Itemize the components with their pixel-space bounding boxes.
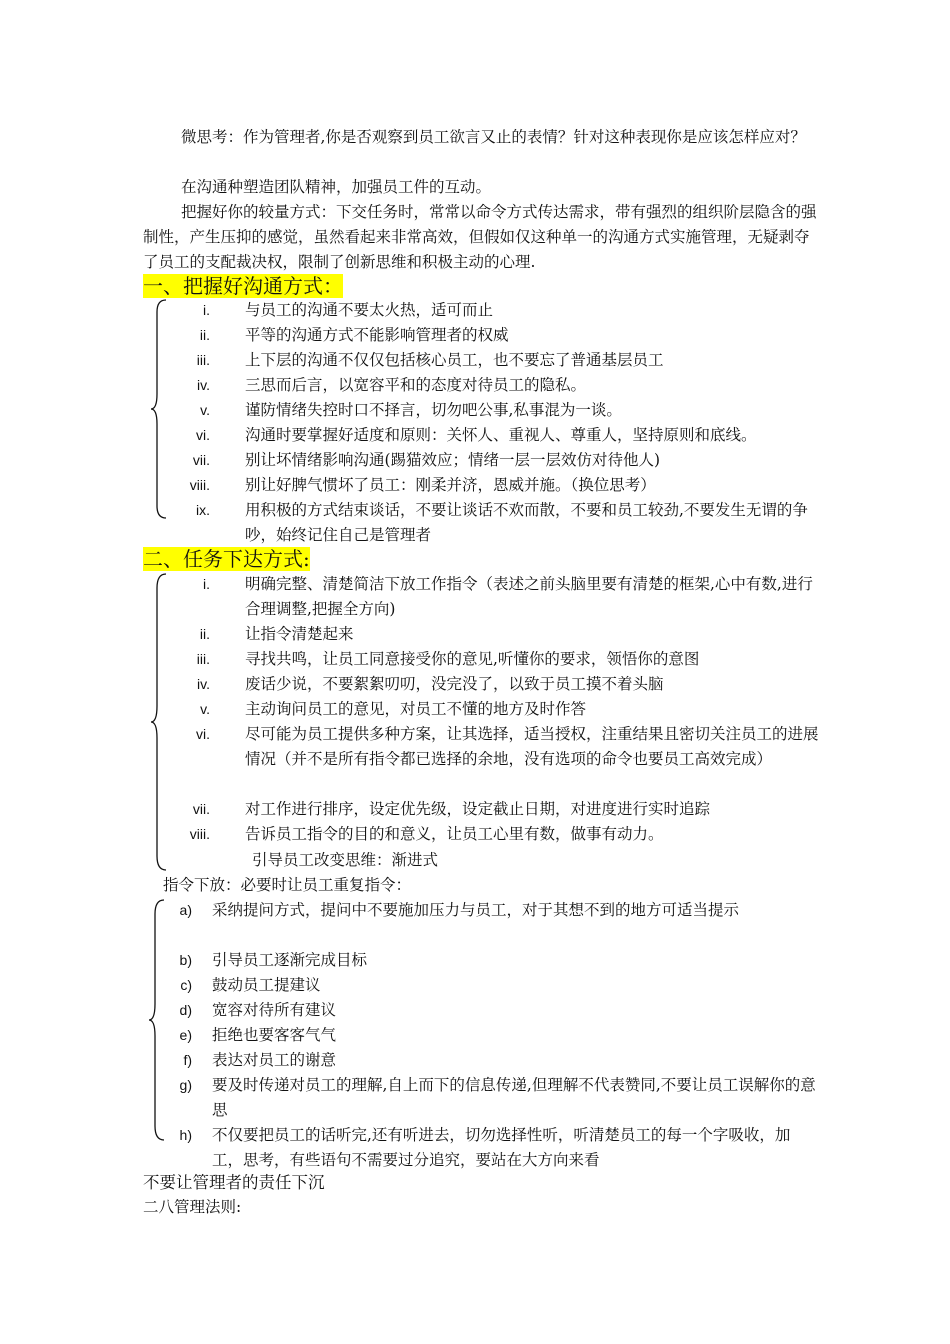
- list-item-text: 采纳提问方式，提问中不要施加压力与员工，对于其想不到的地方可适当提示: [212, 901, 740, 919]
- closing-line-1: 不要让管理者的责任下沉: [143, 1173, 325, 1192]
- intro-paragraph-3: 把握好你的较量方式：下交任务时，常常以命令方式传达需求，带有强烈的组织阶层隐含的强制性，产生压抑的感觉，虽然看起来非常高效，但假如仅这种单一的沟通方式实施管理，无疑剥夺了员工的支配裁决权，限制了创新思维和积极主动的心理.: [143, 203, 817, 271]
- list-item-number: v.: [200, 402, 210, 418]
- list-item-text: 别让好脾气惯坏了员工：刚柔并济，恩威并施。（换位思考）: [245, 476, 656, 494]
- list-item-number: g): [179, 1077, 192, 1093]
- list-item-text: 尽可能为员工提供多种方案，让其选择，适当授权，注重结果且密切关注员工的进展情况（并不是所有指令都已选择的余地，没有选项的命令也要员工高效完成）: [245, 725, 819, 768]
- list-item-text: 废话少说，不要絮絮叨叨，没完没了，以致于员工摸不着头脑: [245, 675, 664, 693]
- list-item-number: f): [183, 1052, 192, 1068]
- list-item-text: 鼓动员工提建议: [212, 976, 321, 994]
- list-item-number: a): [179, 902, 192, 918]
- list-item-number: vi.: [196, 726, 210, 742]
- list-item-number: ii.: [199, 626, 210, 642]
- list-item-number: b): [179, 952, 192, 968]
- list-item-number: vii.: [192, 452, 210, 468]
- list-item-number: iii.: [196, 352, 210, 368]
- list-item-text: 主动询问员工的意见，对员工不懂的地方及时作答: [245, 700, 587, 718]
- list-item-text: 告诉员工指令的目的和意义，让员工心里有数，做事有动力。: [245, 825, 664, 843]
- list-item-number: ix.: [196, 502, 210, 518]
- list-item-text: 三思而后言，以宽容平和的态度对待员工的隐私。: [245, 376, 587, 394]
- list-item-text: 沟通时要掌握好适度和原则：关怀人、重视人、尊重人，坚持原则和底线。: [245, 426, 757, 444]
- list-item-text: 明确完整、清楚简洁下放工作指令（表述之前头脑里要有清楚的框架,心中有数,进行合理调整,把握全方向): [245, 575, 813, 618]
- closing-line-2: 二八管理法则:: [143, 1198, 242, 1216]
- list-item-number: iii.: [196, 651, 210, 667]
- list-item-text: 要及时传递对员工的理解,自上而下的信息传递,但理解不代表赞同,不要让员工误解你的意思: [212, 1076, 816, 1119]
- section1-heading: 一、把握好沟通方式：: [143, 274, 343, 298]
- section2-heading: 二、任务下达方式:: [143, 547, 310, 571]
- list-item-text: 拒绝也要客客气气: [212, 1026, 337, 1044]
- list-item-text: 谨防情绪失控时口不择言，切勿吧公事,私事混为一谈。: [245, 401, 622, 419]
- list-item-number: vii.: [192, 801, 210, 817]
- list-item-number: ii.: [199, 327, 210, 343]
- list-item-number: iv.: [197, 377, 210, 393]
- list-item-text: 平等的沟通方式不能影响管理者的权威: [245, 326, 509, 344]
- list-item-text: 上下层的沟通不仅仅包括核心员工，也不要忘了普通基层员工: [245, 351, 664, 369]
- list-item-number: vi.: [196, 427, 210, 443]
- list-item-number: e): [179, 1027, 192, 1043]
- list-item-text: 不仅要把员工的话听完,还有听进去，切勿选择性听，听清楚员工的每一个字吸收，加工，思考，有些语句不需要过分追究，要站在大方向来看: [212, 1126, 791, 1169]
- list-item-number: viii.: [189, 826, 210, 842]
- list-item-number: i.: [203, 576, 210, 592]
- list-item-number: d): [179, 1002, 192, 1018]
- list-item-text: 表达对员工的谢意: [212, 1051, 337, 1069]
- list-item-text: 用积极的方式结束谈话，不要让谈话不欢而散，不要和员工较劲,不要发生无谓的争吵，始终记住自己是管理者: [245, 501, 808, 544]
- list-item-number: i.: [203, 302, 210, 318]
- list-item-number: v.: [200, 701, 210, 717]
- list-item-number: viii.: [189, 477, 210, 493]
- section3-heading: 指令下放：必要时让员工重复指令：: [163, 876, 412, 894]
- list-item-text: 寻找共鸣，让员工同意接受你的意见,听懂你的要求，领悟你的意图: [245, 650, 700, 668]
- list-item-text: 对工作进行排序，设定优先级，设定截止日期，对进度进行实时追踪: [245, 800, 711, 818]
- list-item-number: h): [179, 1127, 192, 1143]
- intro-paragraph-2: 在沟通种塑造团队精神，加强员工件的互动。: [181, 178, 492, 196]
- intro-paragraph-1: 微思考：作为管理者,你是否观察到员工欲言又止的表情？针对这种表现你是应该怎样应对？: [181, 128, 806, 146]
- guide-line: 引导员工改变思维：渐进式: [252, 851, 439, 869]
- list-item-text: 让指令清楚起来: [245, 625, 354, 643]
- list-item-text: 别让坏情绪影响沟通(踢猫效应；情绪一层一层效仿对待他人): [245, 451, 661, 469]
- list-item-text: 宽容对待所有建议: [212, 1001, 337, 1019]
- list-item-number: c): [180, 977, 192, 993]
- list-item-text: 引导员工逐渐完成目标: [212, 951, 368, 969]
- list-item-text: 与员工的沟通不要太火热，适可而止: [245, 301, 494, 319]
- list-item-number: iv.: [197, 676, 210, 692]
